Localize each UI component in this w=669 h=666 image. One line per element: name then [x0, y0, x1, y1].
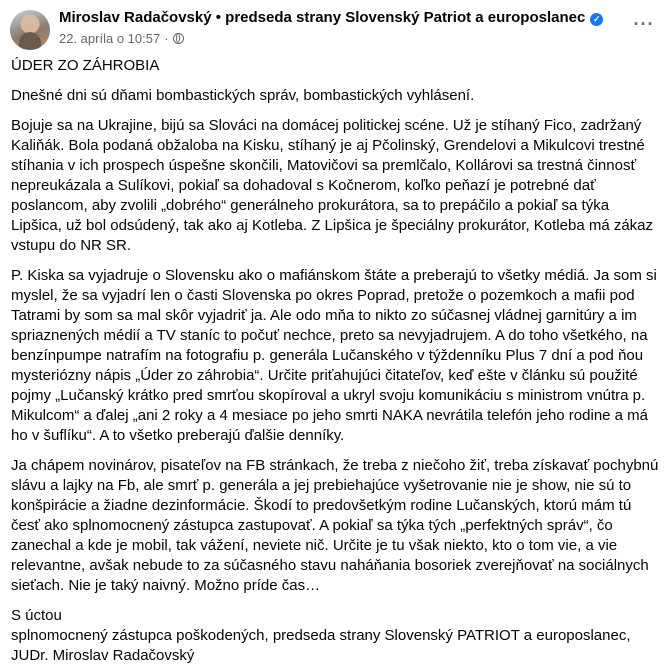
post-meta	[59, 31, 184, 47]
signature-greeting: S úctou	[11, 607, 62, 624]
post-paragraph: P. Kiska sa vyjadruje o Slovensku ako o mafiánskom štáte a preberajú to všetky médiá. Ja som si myslel, že sa vyjadrí len o časti Slovenska po okres Poprad, pretože o pozemkoch a mafii pod Tatrami by som sa mal skôr vyjadriť ja. Ale odo mňa to nikto zo súčasnej vládnej garnitúry a im spriaznených médií a TV staníc to počuť nechce, preto sa nevyjadrujem. A do toho všetkého, na benzínpumpe natrafím na fotografiu p. generála Lučanského v týždenníku Plus 7 dní a pod ňou mysteriózny nápis „Úder zo záhrobia“. Určite priťahujúci čitateľov, keď ešte v článku sú použité pojmy „Lučanský krátko pred smrťou skopíroval a ukryl svoju komunikáciu s ministrom vnútra p. Mikulcom“ a ďalej „ani 2 roky a 4 mesiace po jeho smrti NAKA nevrátila telefón jeho rodine a má ho v šuflíku“. A to všetko preberajú ďalšie denníky.	[11, 267, 657, 444]
post-content	[11, 56, 661, 666]
post-paragraph: Ja chápem novinárov, pisateľov na FB stránkach, že treba z niečoho žiť, treba získavať pochybnú slávu a lajky na Fb, ale smrť p. generála a jej prebiehajúce vyšetrovanie nie je show, nie sú to konšpirácie a žiadne dezinformácie. Škodí to predovšetkým rodine Lučanských, ktorú mám tú česť ako splnomocnený zástupca zastupovať. A pokiaľ sa týka tých „perfektných správ“, čo zanechal a kde je mobil, tak vážení, neviete nič. Určite je tu však niekto, kto o tom vie, a vie relevantne, avšak nebude to za súčasného stavu naháňania bosoriek zverejňovať na sociálnych sieťach. Nie je taký naivný. Možno príde čas…	[11, 457, 659, 594]
author-name-line[interactable]	[59, 9, 603, 27]
signature-role: splnomocnený zástupca poškodených, predseda strany Slovenský PATRIOT a europoslanec,	[11, 627, 631, 644]
globe-icon[interactable]	[173, 33, 184, 44]
signature-name: JUDr. Miroslav Radačovský	[11, 647, 195, 664]
post-timestamp[interactable]: 22. apríla o 10:57	[59, 31, 161, 46]
meta-separator: ·	[164, 31, 169, 46]
post-paragraph: Dnešné dni sú dňami bombastických správ, bombastických vyhlásení.	[11, 87, 475, 104]
author-avatar[interactable]	[10, 10, 50, 50]
verified-badge-icon: ✓	[590, 13, 603, 26]
post-paragraph: Bojuje sa na Ukrajine, bijú sa Slováci na domácej politickej scéne. Už je stíhaný Fico, zadržaný Kaliňák. Bola podaná obžaloba na Kisku, stíhaný je aj Pčolinský, Grendelovi a Mikulcovi trestné stíhania v ich prospech úspešne skončili, Matovičovi sa premlčalo, Kollárovi sa trestná činnosť nepreukázala a Sulíkovi, pokiaľ sa dohadoval s Kočnerom, koľko peňazí je potrebné dať poslancom, aby zvolili „dobrého“ generálneho prokurátora, sa to prepáčilo a pokiaľ sa týka Lipšica, už bol odsúdený, tak ako aj Kotleba. Z Lipšica je špeciálny prokurátor, Kotleba má zákaz vstupu do NR SR.	[11, 117, 654, 254]
post-header	[0, 0, 669, 56]
more-options-button[interactable]: ···	[633, 14, 655, 34]
author-name[interactable]: Miroslav Radačovský • predseda strany Slovenský Patriot a europoslanec	[59, 9, 586, 26]
post-title: ÚDER ZO ZÁHROBIA	[11, 57, 160, 74]
